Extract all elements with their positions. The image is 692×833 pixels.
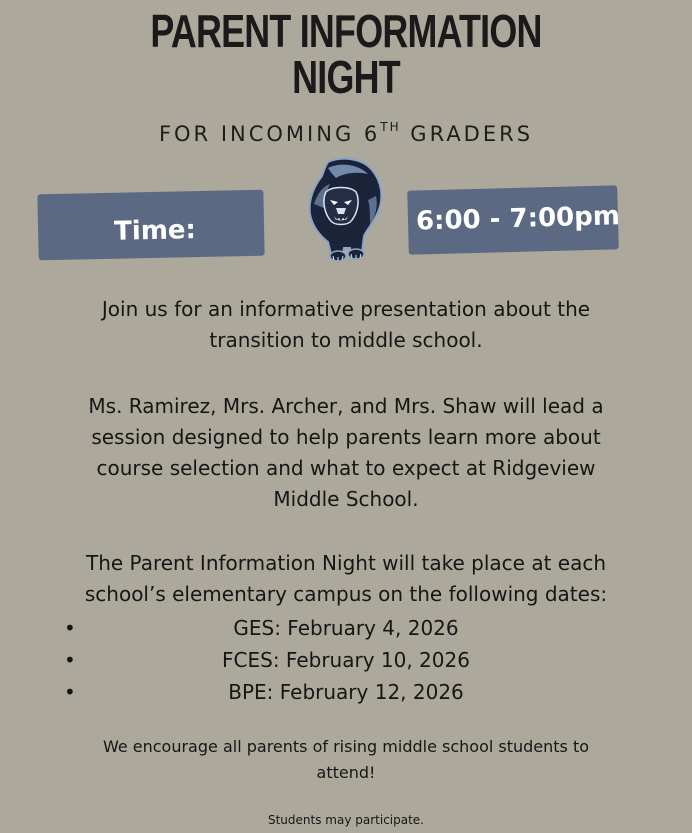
date-text: GES: February 4, 2026 xyxy=(233,616,459,640)
list-item xyxy=(0,676,692,708)
list-item xyxy=(0,644,692,676)
time-value: 6:00 - 7:00pm xyxy=(415,201,621,237)
location-paragraph xyxy=(0,548,692,610)
subtitle xyxy=(0,122,692,146)
bullet: • xyxy=(64,648,76,672)
session-paragraph xyxy=(0,391,692,515)
session-line-2: session designed to help parents learn more about xyxy=(91,425,601,449)
date-text: BPE: February 12, 2026 xyxy=(228,680,464,704)
closing-paragraph xyxy=(0,734,692,786)
session-line-1: Ms. Ramirez, Mrs. Archer, and Mrs. Shaw will lead a xyxy=(88,394,604,418)
session-line-4: Middle School. xyxy=(273,487,419,511)
bullet: • xyxy=(64,616,76,640)
closing-line-1: We encourage all parents of rising middle school students to xyxy=(102,737,590,756)
intro-paragraph xyxy=(0,294,692,356)
intro-line-1: Join us for an informative presentation about the xyxy=(101,297,591,321)
title-line-2: NIGHT xyxy=(292,51,400,103)
intro-line-2: transition to middle school. xyxy=(209,328,483,352)
closing-line-2: attend! xyxy=(316,763,376,782)
location-line-2: school’s elementary campus on the following dates: xyxy=(84,582,608,606)
bullet: • xyxy=(64,680,76,704)
list-item xyxy=(0,612,692,644)
students-note: Students may participate. xyxy=(267,813,424,827)
session-line-3: course selection and what to expect at Ridgeview xyxy=(96,456,596,480)
date-text: FCES: February 10, 2026 xyxy=(222,648,470,672)
subtitle-prefix: FOR INCOMING 6 xyxy=(158,122,381,146)
location-line-1: The Parent Information Night will take place at each xyxy=(85,551,607,575)
title-line-1: PARENT INFORMATION xyxy=(150,5,542,57)
subtitle-suffix: GRADERS xyxy=(400,122,534,146)
dates-list xyxy=(0,612,692,708)
time-value-banner xyxy=(407,185,619,254)
panther-mascot-icon xyxy=(298,156,386,266)
page-title xyxy=(76,5,616,103)
time-label-banner xyxy=(37,190,264,261)
time-label: Time: xyxy=(113,215,197,247)
subtitle-superscript: TH xyxy=(380,120,401,134)
